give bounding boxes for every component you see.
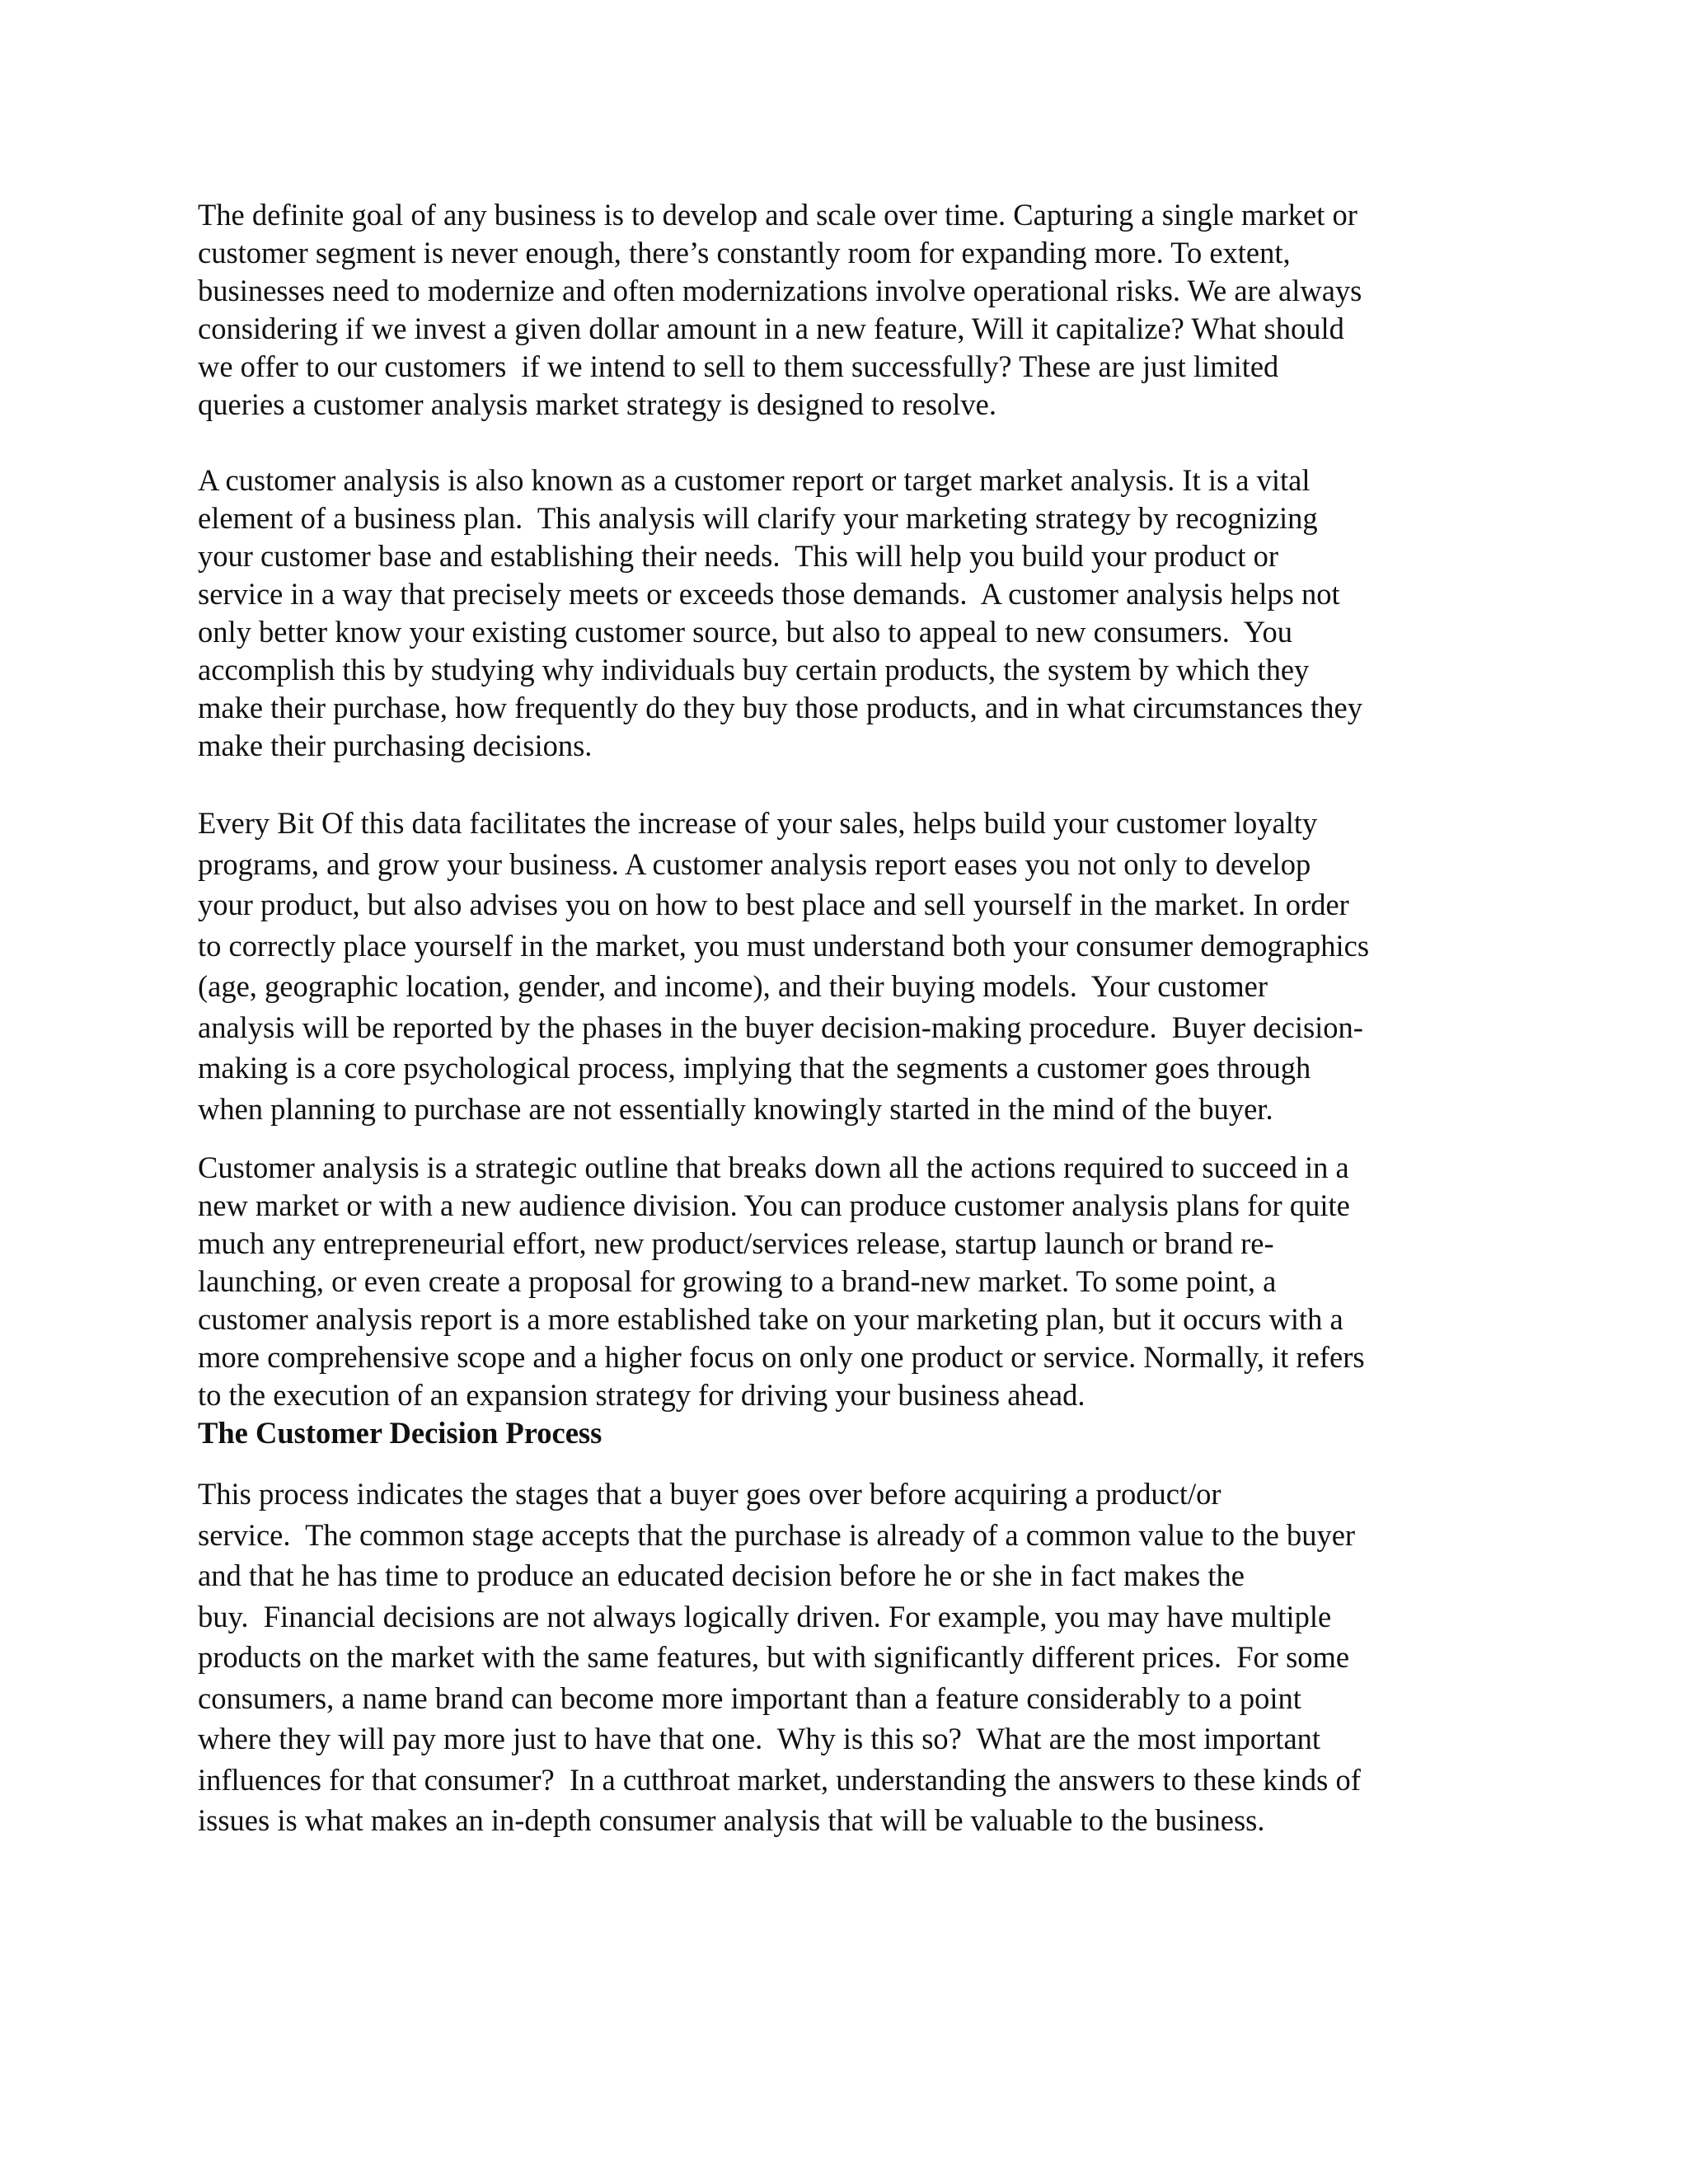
paragraph-customer-analysis-definition: A customer analysis is also known as a customer report or target market analysis. It is a vital element of a business plan. This analysis will clarify your marketing strategy by recognizing your customer base and establishing their needs. This will help you build your product or service in a way that precisely meets or exceeds those demands. A customer analysis helps not only better know your existing customer source, but also to appeal to new consumers. You accomplish this by studying why individuals buy certain products, the system by which they make their purchase, how frequently do they buy those products, and in what circumstances they make their purchasing decisions. — [198, 463, 1362, 762]
paragraph-data-benefits: Every Bit Of this data facilitates the increase of your sales, helps build your customer loyalty programs, and grow your business. A customer analysis report eases you not only to develop your product, but also advises you on how to best place and sell yourself in the market. In order to correctly place yourself in the market, you must understand both your consumer demographics (age, geographic location, gender, and income), and their buying models. Your customer analysis will be reported by the phases in the buyer decision-making procedure. Buyer decision- making is a core psychological process, implying that the segments a customer goes through when planning to purchase are not essentially knowingly started in the mind of the buyer. — [198, 806, 1370, 1126]
paragraph-intro: The definite goal of any business is to develop and scale over time. Capturing a single market or customer segment is never enough, there’s constantly room for expanding more. To extent, businesses need to modernize and often modernizations involve operational risks. We are always considering if we invest a given dollar amount in a new feature, Will it capitalize? What should we offer to our customers if we intend to sell to them successfully? These are just limited queries a customer analysis market strategy is designed to resolve. — [198, 198, 1362, 421]
paragraph-strategic-outline: Customer analysis is a strategic outline that breaks down all the actions required to succeed in a new market or with a new audience division. You can produce customer analysis plans for quite much any entrepreneurial effort, new product/services release, startup launch or brand re- launching, or even create a proposal for growing to a brand-new market. To some point, a customer analysis report is a more established take on your marketing plan, but it occurs with a more comprehensive scope and a higher focus on only one product or service. Normally, it refers to the execution of an expansion strategy for driving your business ahead. — [198, 1151, 1365, 1412]
document-body — [198, 196, 1500, 1841]
section-heading: The Customer Decision Process — [198, 1416, 603, 1450]
paragraph-decision-process: This process indicates the stages that a buyer goes over before acquiring a product/or service. The common stage accepts that the purchase is already of a common value to the buyer and that he has time to produce an educated decision before he or she in fact makes the buy. Financial decisions are not always logically driven. For example, you may have multiple products on the market with the same features, but with significantly different prices. For some consumers, a name brand can become more important than a feature considerably to a point where they will pay more just to have that one. Why is this so? What are the most important influences for that consumer? In a cutthroat market, understanding the answers to these kinds of issues is what makes an in-depth consumer analysis that will be valuable to the business. — [198, 1477, 1361, 1837]
